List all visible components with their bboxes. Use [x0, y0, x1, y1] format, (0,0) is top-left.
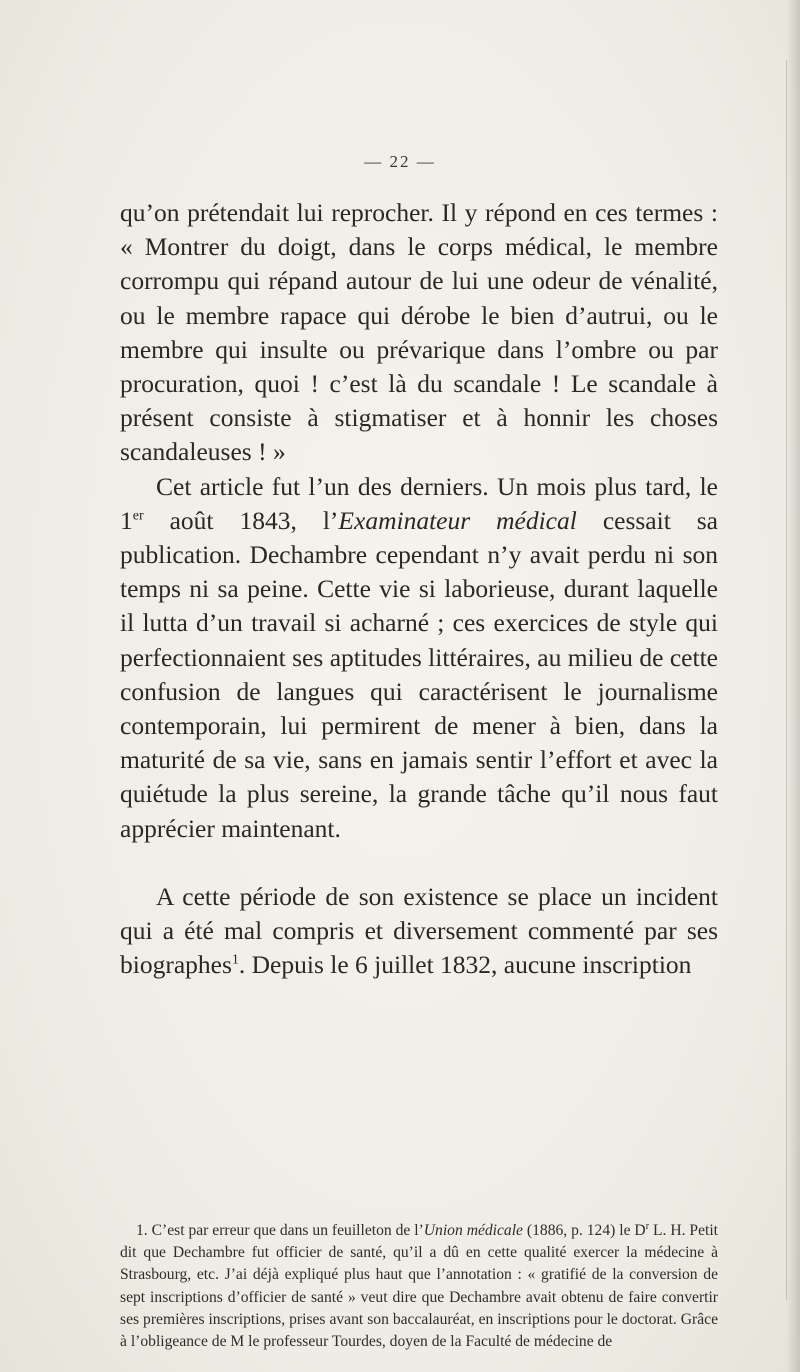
paragraph-2-text-b: août 1843, l’: [143, 505, 339, 535]
footnote-text-b: (1886, p. 124) le D: [522, 1222, 646, 1239]
body-text: [120, 196, 718, 982]
footnote-marker: 1.: [136, 1222, 152, 1239]
paragraph-3-text-a: A cette période de son existence se place un incident qui a été mal compris et diversement commenté par ses biographes: [120, 881, 718, 980]
footnotes: [120, 1220, 718, 1353]
page-edge-shadow: [786, 0, 800, 1372]
footnote-text-c: L. H. Petit dit que Dechambre fut officier de santé, qu’il a dû en cette qualité exercer la médecine à Strasbourg, etc. J’ai déjà expliqué plus haut que l’annotation : « gratifié de la conversion de sept inscriptions d’officier de santé » veut dire que Dechambre avait obtenu de faire convertir ses premières inscriptions, prises avant son baccalauréat, en inscriptions pour le doctorat. Grâce à l’obligeance de M le professeur Tourdes, doyen de la Faculté de médecine de: [120, 1222, 719, 1351]
footnote-reference[interactable]: 1: [231, 952, 239, 968]
paragraph-3: [120, 880, 718, 983]
paragraph-1-text: qu’on prétendait lui reprocher. Il y répond en ces termes : « Montrer du doigt, dans le corps médical, le membre corrompu qui répand autour de lui une odeur de vénalité, ou le membre rapace qui dérobe le bien d’autrui, ou le membre qui insulte ou prévarique dans l’ombre ou par procuration, quoi ! c’est là du scandale ! Le scandale à présent consiste à stigmatiser et à honnir les choses scandaleuses ! »: [120, 198, 718, 467]
page-number: — 22 —: [364, 152, 436, 171]
paragraph-2: [120, 470, 718, 846]
footnote-text-a: C’est par erreur que dans un feuilleton de l’: [151, 1222, 424, 1239]
paragraph-2-text-c: cessait sa publication. Dechambre cependant n’y avait perdu ni son temps ni sa peine. Cette vie si laborieuse, durant laquelle il lutta d’un travail si acharné ; ces exercices de style qui perfectionnaient ses aptitudes littéraires, au milieu de cette confusion de langues qui caractérisent le journalisme contemporain, lui permirent de mener à bien, dans la maturité de sa vie, sans en jamais sentir l’effort et avec la quiétude la plus sereine, la grande tâche qu’il nous faut apprécier maintenant.: [120, 505, 718, 843]
journal-title: Examinateur médical: [338, 505, 577, 535]
footnote-1: [120, 1220, 718, 1353]
paragraph-3-text-b: . Depuis le 6 juillet 1832, aucune inscription: [238, 950, 692, 980]
paragraph-1: [120, 196, 718, 470]
footnote-journal-title: Union médicale: [423, 1222, 523, 1239]
paragraph-2-superscript: er: [132, 508, 144, 524]
footnote-superscript: r: [645, 1220, 650, 1232]
paragraph-2-text-a: Cet article fut l’un des derniers. Un mois plus tard, le 1: [120, 471, 718, 535]
